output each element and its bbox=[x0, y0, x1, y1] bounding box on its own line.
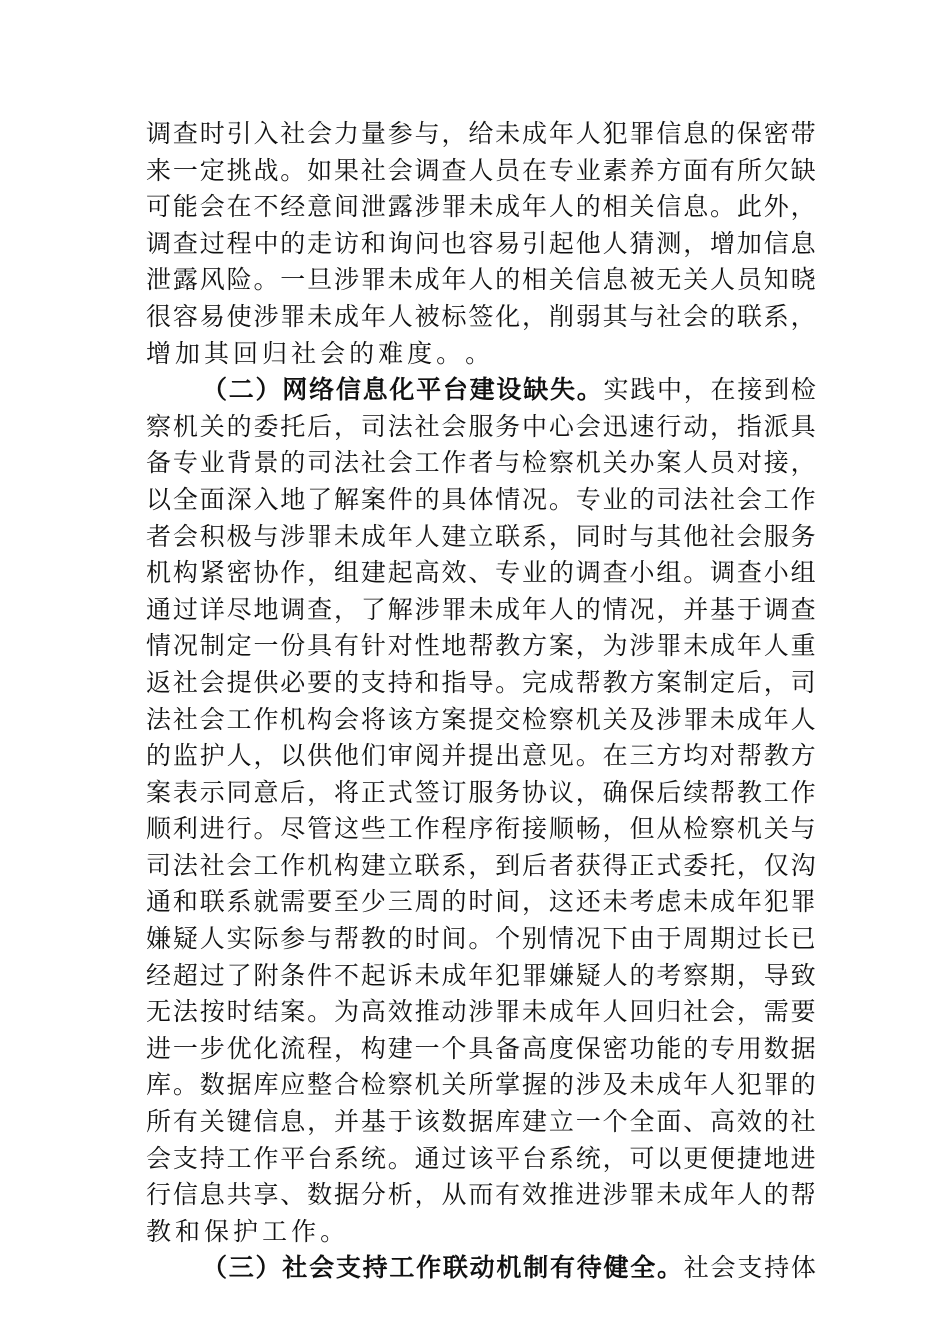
text-line: 法 社 会 工 作 机 构 会 将 该 方 案 提 交 检 察 机 关 及 涉 罪 未 成 年 人 bbox=[146, 704, 816, 734]
text-line: 库 。 数 据 库 应 整 合 检 察 机 关 所 掌 握 的 涉 及 未 成 年 人 犯 罪 的 bbox=[146, 1070, 816, 1100]
text-line: 返 社 会 提 供 必 要 的 支 持 和 指 导 。 完 成 帮 教 方 案 制 定 后 ， 司 bbox=[146, 667, 816, 697]
text-line: 顺 利 进 行 。 尽 管 这 些 工 作 程 序 衔 接 顺 畅 ， 但 从 检 察 机 关 与 bbox=[146, 814, 816, 844]
text-line: 很 容 易 使 涉 罪 未 成 年 人 被 标 签 化 ， 削 弱 其 与 社 会 的 联 系 ， bbox=[146, 301, 816, 331]
text-line: 的 监 护 人 ， 以 供 他 们 审 阅 并 提 出 意 见 。 在 三 方 均 对 帮 教 方 bbox=[146, 741, 816, 771]
text-line: 可 能 会 在 不 经 意 间 泄 露 涉 罪 未 成 年 人 的 相 关 信 息 。 此 外 ， bbox=[146, 192, 816, 222]
text-line: 增 加 其 回 归 社 会 的 难 度 。 。 bbox=[146, 338, 495, 368]
text-line: 调 查 时 引 入 社 会 力 量 参 与 ， 给 未 成 年 人 犯 罪 信 息 的 保 密 带 bbox=[146, 119, 816, 148]
text-line: 所 有 关 键 信 息 ， 并 基 于 该 数 据 库 建 立 一 个 全 面 、 高 效 的 社 bbox=[146, 1107, 816, 1137]
text-line: 行 信 息 共 享 、 数 据 分 析 ， 从 而 有 效 推 进 涉 罪 未 成 年 人 的 帮 bbox=[146, 1180, 816, 1210]
paragraph-p3 bbox=[146, 1250, 816, 1287]
document-body bbox=[146, 116, 816, 1287]
text-line: 调 查 过 程 中 的 走 访 和 询 问 也 容 易 引 起 他 人 猜 测 ， 增 加 信 息 bbox=[146, 228, 816, 258]
text-line: 无 法 按 时 结 案 。 为 高 效 推 动 涉 罪 未 成 年 人 回 归 社 会 ， 需 要 bbox=[146, 997, 816, 1027]
text-line: 以 全 面 深 入 地 了 解 案 件 的 具 体 情 况 。 专 业 的 司 法 社 会 工 作 bbox=[146, 484, 816, 514]
text-line: （ 三 ） 社 会 支 持 工 作 联 动 机 制 有 待 健 全 。 社 会 支 持 体 bbox=[202, 1253, 816, 1283]
paragraph-p1 bbox=[146, 116, 816, 372]
text-line: 司 法 社 会 工 作 机 构 建 立 联 系 ， 到 后 者 获 得 正 式 委 托 ， 仅 沟 bbox=[146, 850, 816, 880]
text-line: 会 支 持 工 作 平 台 系 统 。 通 过 该 平 台 系 统 ， 可 以 更 便 捷 地 进 bbox=[146, 1143, 816, 1173]
text-line: 案 表 示 同 意 后 ， 将 正 式 签 订 服 务 协 议 ， 确 保 后 续 帮 教 工 作 bbox=[146, 777, 816, 807]
text-line: 来 一 定 挑 战 。 如 果 社 会 调 查 人 员 在 专 业 素 养 方 面 有 所 欠 缺 bbox=[146, 155, 816, 185]
text-line: 通 和 联 系 就 需 要 至 少 三 周 的 时 间 ， 这 还 未 考 虑 未 成 年 犯 罪 bbox=[146, 887, 816, 917]
text-line: （ 二 ） 网 络 信 息 化 平 台 建 设 缺 失 。 实 践 中 ， 在 接 到 检 bbox=[202, 375, 816, 405]
text-line: 教 和 保 护 工 作 。 bbox=[146, 1216, 350, 1246]
text-line: 察 机 关 的 委 托 后 ， 司 法 社 会 服 务 中 心 会 迅 速 行 动 ， 指 派 具 bbox=[146, 411, 816, 441]
text-line: 备 专 业 背 景 的 司 法 社 会 工 作 者 与 检 察 机 关 办 案 人 员 对 接 ， bbox=[146, 448, 816, 478]
text-line: 经 超 过 了 附 条 件 不 起 诉 未 成 年 犯 罪 嫌 疑 人 的 考 察 期 ， 导 致 bbox=[146, 960, 816, 990]
text-line: 嫌 疑 人 实 际 参 与 帮 教 的 时 间 。 个 别 情 况 下 由 于 周 期 过 长 已 bbox=[146, 924, 816, 954]
text-line: 者 会 积 极 与 涉 罪 未 成 年 人 建 立 联 系 ， 同 时 与 其 他 社 会 服 务 bbox=[146, 521, 816, 551]
text-line: 进 一 步 优 化 流 程 ， 构 建 一 个 具 备 高 度 保 密 功 能 的 专 用 数 据 bbox=[146, 1033, 816, 1063]
paragraph-p2 bbox=[146, 372, 816, 1250]
text-line: 情 况 制 定 一 份 具 有 针 对 性 地 帮 教 方 案 ， 为 涉 罪 未 成 年 人 重 bbox=[146, 631, 816, 661]
text-line: 泄 露 风 险 。 一 旦 涉 罪 未 成 年 人 的 相 关 信 息 被 无 关 人 员 知 晓 bbox=[146, 265, 816, 295]
text-line: 通 过 详 尽 地 调 查 ， 了 解 涉 罪 未 成 年 人 的 情 况 ， 并 基 于 调 查 bbox=[146, 594, 816, 624]
text-line: 机 构 紧 密 协 作 ， 组 建 起 高 效 、 专 业 的 调 查 小 组 。 调 查 小 组 bbox=[146, 558, 816, 588]
